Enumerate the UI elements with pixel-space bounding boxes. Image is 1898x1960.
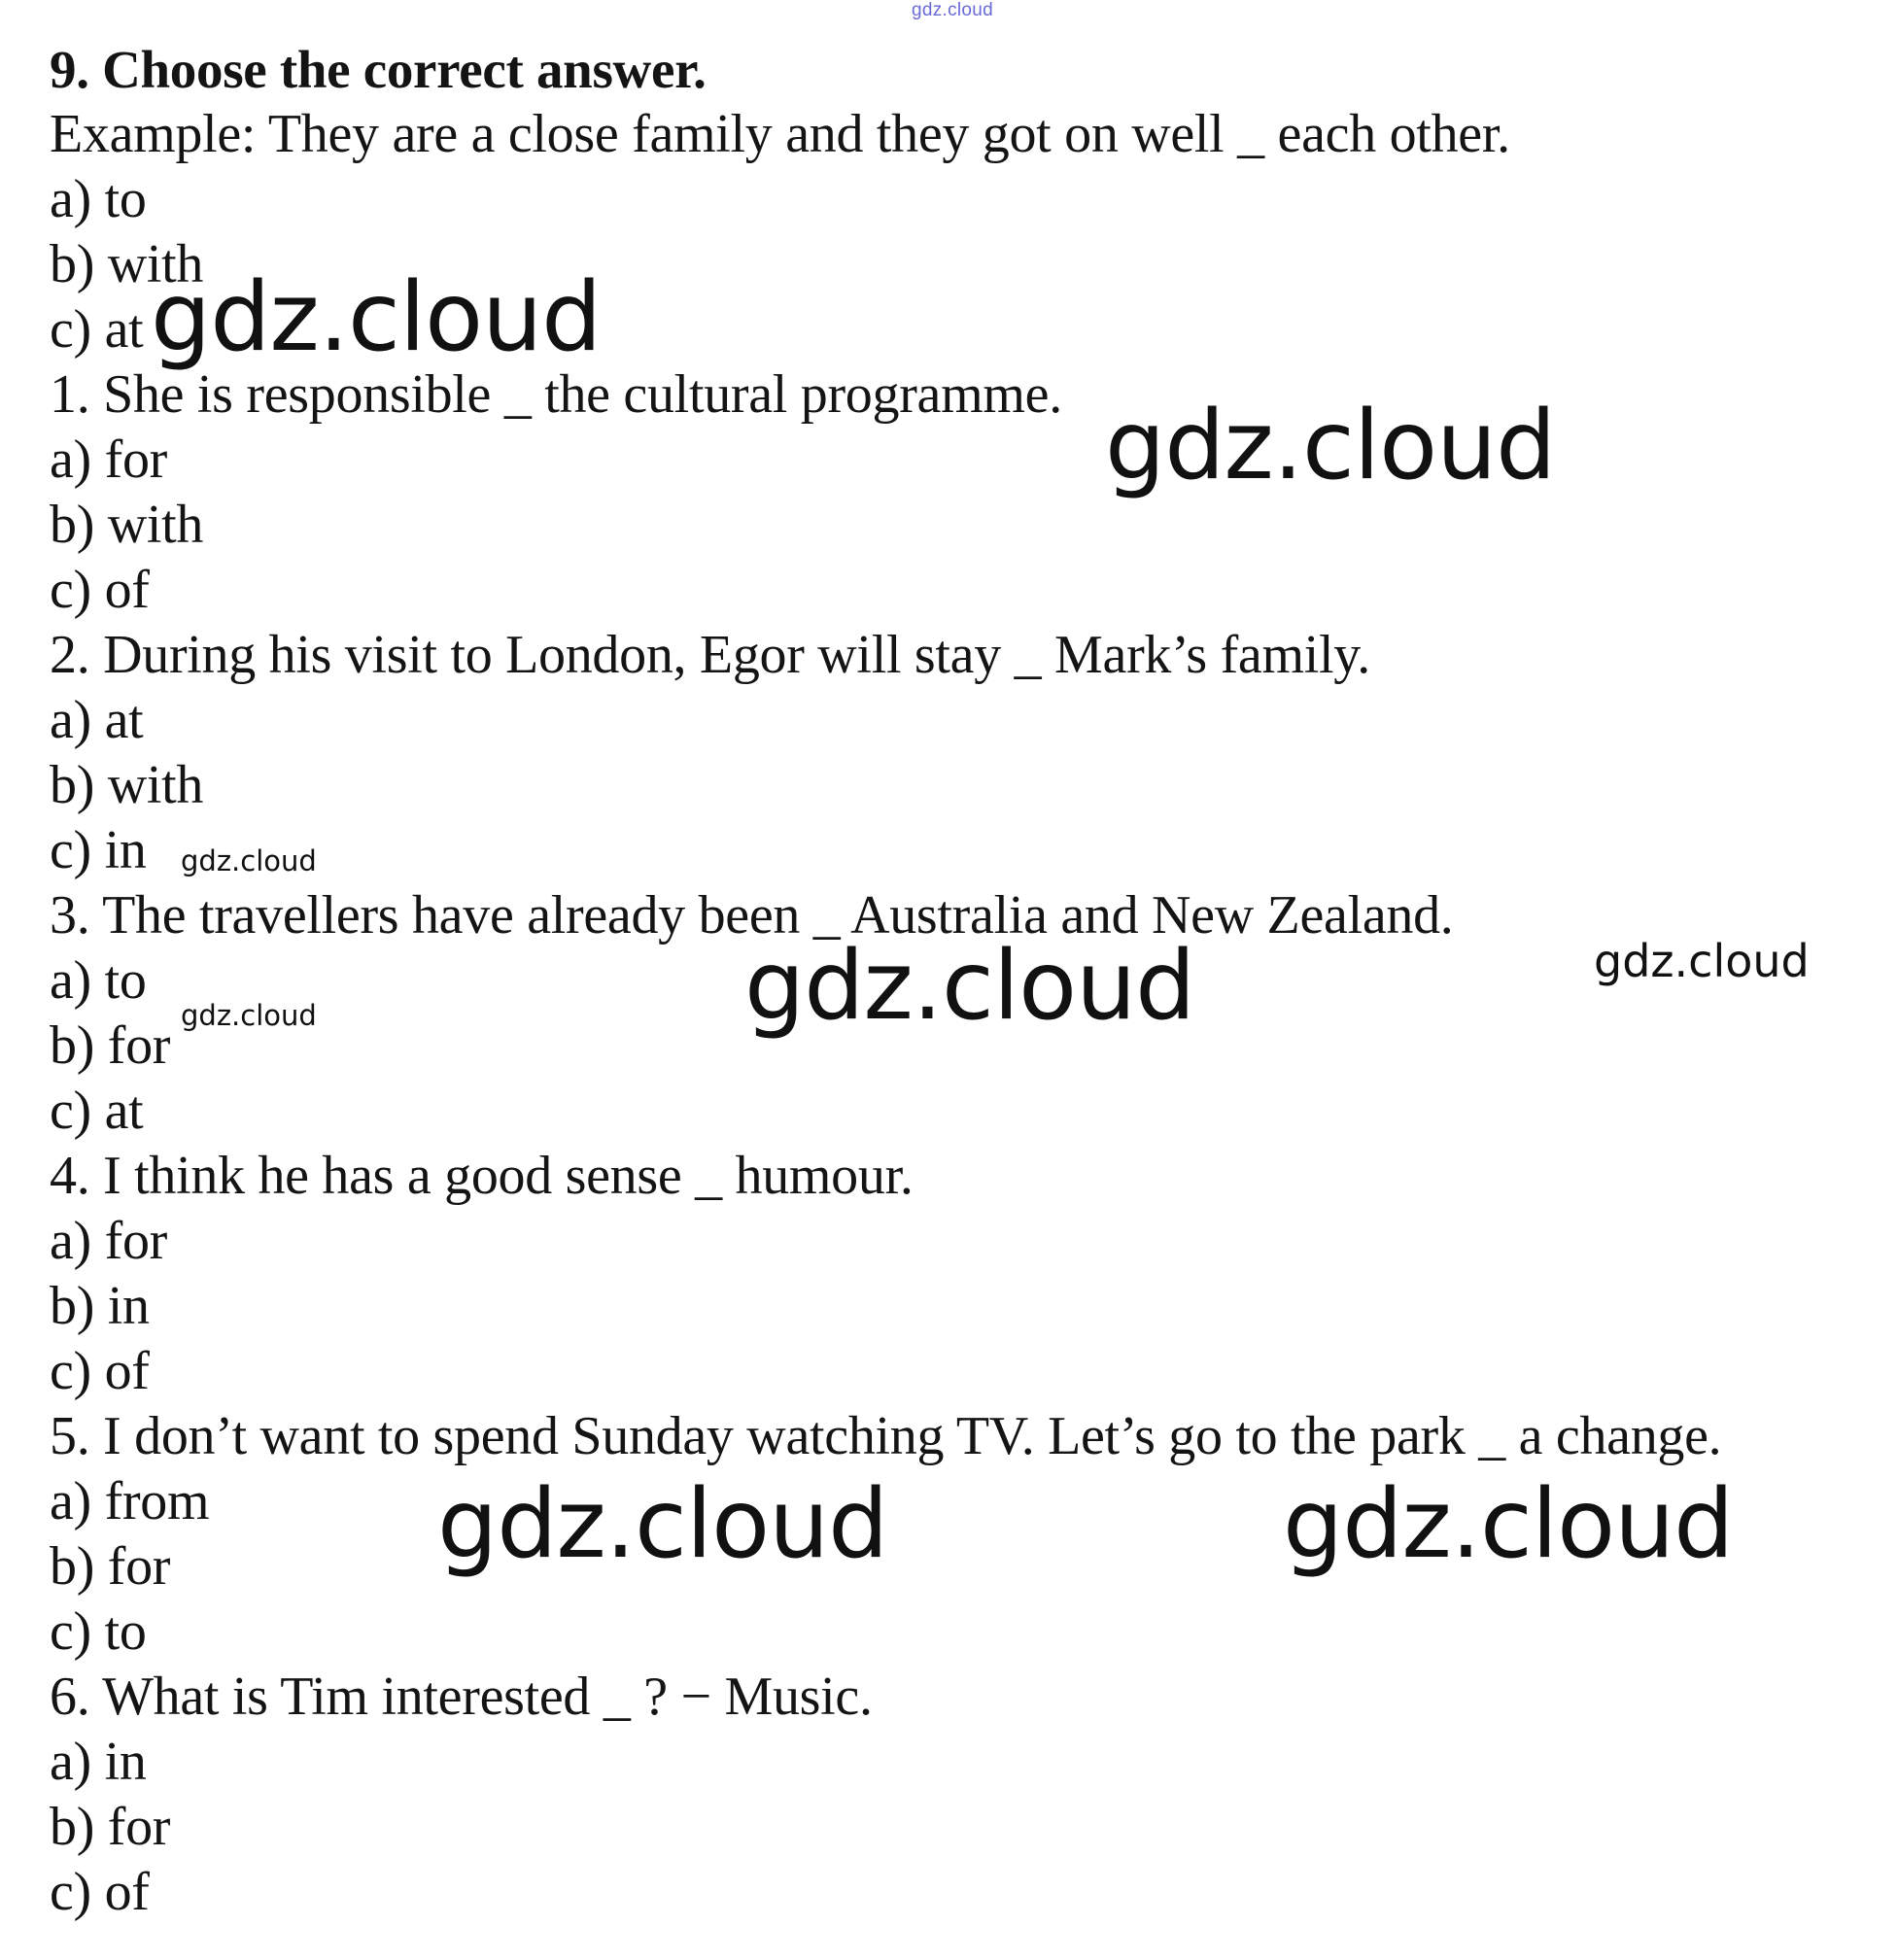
question-4-text: 4. I think he has a good sense _ humour. <box>50 1146 914 1206</box>
example-option: a) to <box>50 169 147 229</box>
question-5-option: b) for <box>50 1536 171 1597</box>
question-6-option: a) in <box>50 1732 147 1792</box>
question-1-option: b) with <box>50 495 204 555</box>
example-question: Example: They are a close family and they got on well _ each other. <box>50 104 1510 164</box>
question-3-option: a) to <box>50 950 147 1011</box>
question-5-option: a) from <box>50 1471 210 1531</box>
watermark: gdz.cloud <box>181 844 317 877</box>
watermark: gdz.cloud <box>1105 391 1556 501</box>
question-3-text: 3. The travellers have already been _ Australia and New Zealand. <box>50 885 1454 946</box>
watermark: gdz.cloud <box>744 931 1195 1042</box>
question-1-option: c) of <box>50 560 150 620</box>
watermark: gdz.cloud <box>1594 935 1810 987</box>
example-option: b) with <box>50 234 204 294</box>
question-1-text: 1. She is responsible _ the cultural programme. <box>50 364 1062 425</box>
question-5-text: 5. I don’t want to spend Sunday watching TV. Let’s go to the park _ a change. <box>50 1406 1722 1466</box>
question-4-option: c) of <box>50 1341 150 1401</box>
watermark: gdz.cloud <box>151 262 602 373</box>
question-2-text: 2. During his visit to London, Egor will stay _ Mark’s family. <box>50 625 1371 685</box>
header-watermark: gdz.cloud <box>912 0 994 20</box>
question-2-option: c) in <box>50 820 147 880</box>
question-6-option: c) of <box>50 1862 150 1922</box>
question-1-option: a) for <box>50 430 168 490</box>
watermark: gdz.cloud <box>1283 1469 1734 1580</box>
watermark: gdz.cloud <box>181 999 317 1032</box>
question-3-option: c) at <box>50 1081 144 1141</box>
watermark: gdz.cloud <box>437 1469 888 1580</box>
question-6-option: b) for <box>50 1797 171 1857</box>
exercise-title: 9. Choose the correct answer. <box>50 40 707 99</box>
question-2-option: a) at <box>50 690 144 750</box>
question-3-option: b) for <box>50 1015 171 1076</box>
question-2-option: b) with <box>50 755 204 815</box>
question-6-text: 6. What is Tim interested _ ? − Music. <box>50 1667 873 1727</box>
question-4-option: a) for <box>50 1211 168 1271</box>
question-4-option: b) in <box>50 1276 150 1336</box>
question-5-option: c) to <box>50 1601 147 1662</box>
example-option: c) at <box>50 299 144 360</box>
